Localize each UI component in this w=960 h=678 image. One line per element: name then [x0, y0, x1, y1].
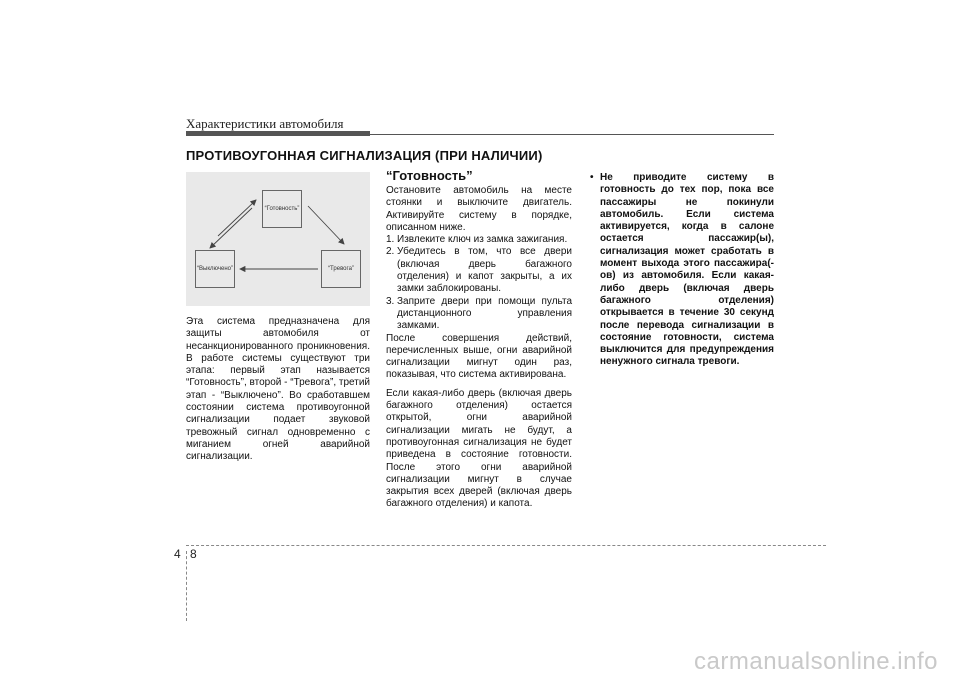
- arrow-ready-to-alarm: [308, 206, 344, 244]
- state-alarm-box: “Тревога”: [321, 250, 361, 288]
- ready-section: [386, 168, 572, 511]
- list-item: [386, 246, 572, 295]
- list-item: [386, 296, 572, 333]
- watermark: carmanualsonline.info: [694, 648, 938, 675]
- ready-subtitle: “Готовность”: [386, 168, 473, 183]
- step-number: 2.: [386, 246, 395, 258]
- bullet-icon: •: [590, 172, 594, 183]
- ready-note: Если какая-либо дверь (включая дверь багажного отделения) остается открытой, огни аварийной сигнализации мигать не будут, а противоугонная сигнализация не будет приведена в состояние готовности. После этого огни аварийной сигнализации мигнут в случае закрытия всех дверей (включая дверь багажного отделения) и капота.: [386, 387, 572, 510]
- step-number: 1.: [386, 234, 395, 246]
- warning-text: Не приводите систему в готовность до тех пор, пока все пассажиры не покинули автомобиль. Если система активируется, когда в салоне остается пассажир(ы), сигнализация может сработать в момент выхода этого пассажира(-ов) из автомобиля. Если какая-либо дверь (включая дверь багажного отделения) открывается в течение 30 секунд после перевода сигнализации в состояние готовности, система выключится для предупреждения ненужного сигнала тревоги.: [600, 172, 774, 368]
- list-item: [386, 234, 572, 246]
- page-chapter: 4: [174, 547, 181, 561]
- alarm-states-diagram: [186, 172, 370, 306]
- arrow-ready-to-off: [210, 208, 252, 248]
- step-number: 3.: [386, 295, 395, 307]
- state-off-box: “Выключено”: [195, 250, 235, 288]
- header-rule-thin: [370, 134, 774, 135]
- arrow-off-to-ready: [218, 200, 256, 236]
- step-text: Извлеките ключ из замка зажигания.: [397, 234, 568, 246]
- footer-divider: [186, 551, 187, 621]
- ready-after: После совершения действий, перечисленных выше, огни аварийной сигнализации мигнут один раз, показывая, что система активирована.: [386, 332, 572, 381]
- section-title: ПРОТИВОУГОННАЯ СИГНАЛИЗАЦИЯ (ПРИ НАЛИЧИИ): [186, 148, 543, 163]
- page-number: 8: [190, 547, 197, 561]
- state-ready-box: “Готовность”: [262, 190, 302, 228]
- header-title: Характеристики автомобиля: [186, 116, 344, 131]
- intro-paragraph: Эта система предназначена для защиты автомобиля от несанкционированного проникновения. В работе системы существуют три этапа: первый этап называется “Готовность”, второй - “Тревога”, третий этап - “Выключено”. Во сработавшем состоянии система противоугонной сигнализации подает звуковой тревожный сигнал одновременно с миганием огней аварийной сигнализации.: [186, 316, 370, 463]
- ready-steps: [386, 234, 572, 332]
- footer-rule: [186, 545, 826, 546]
- step-text: Заприте двери при помощи пульта дистанционного управления замками.: [397, 295, 572, 332]
- warning-note: [590, 172, 774, 369]
- header-rule-thick: [186, 131, 370, 136]
- ready-intro: Остановите автомобиль на месте стоянки и выключите двигатель. Активируйте систему в порядке, описанном ниже.: [386, 185, 572, 233]
- step-text: Убедитесь в том, что все двери (включая дверь багажного отделения) и капот закрыты, а их замки заблокированы.: [397, 246, 572, 295]
